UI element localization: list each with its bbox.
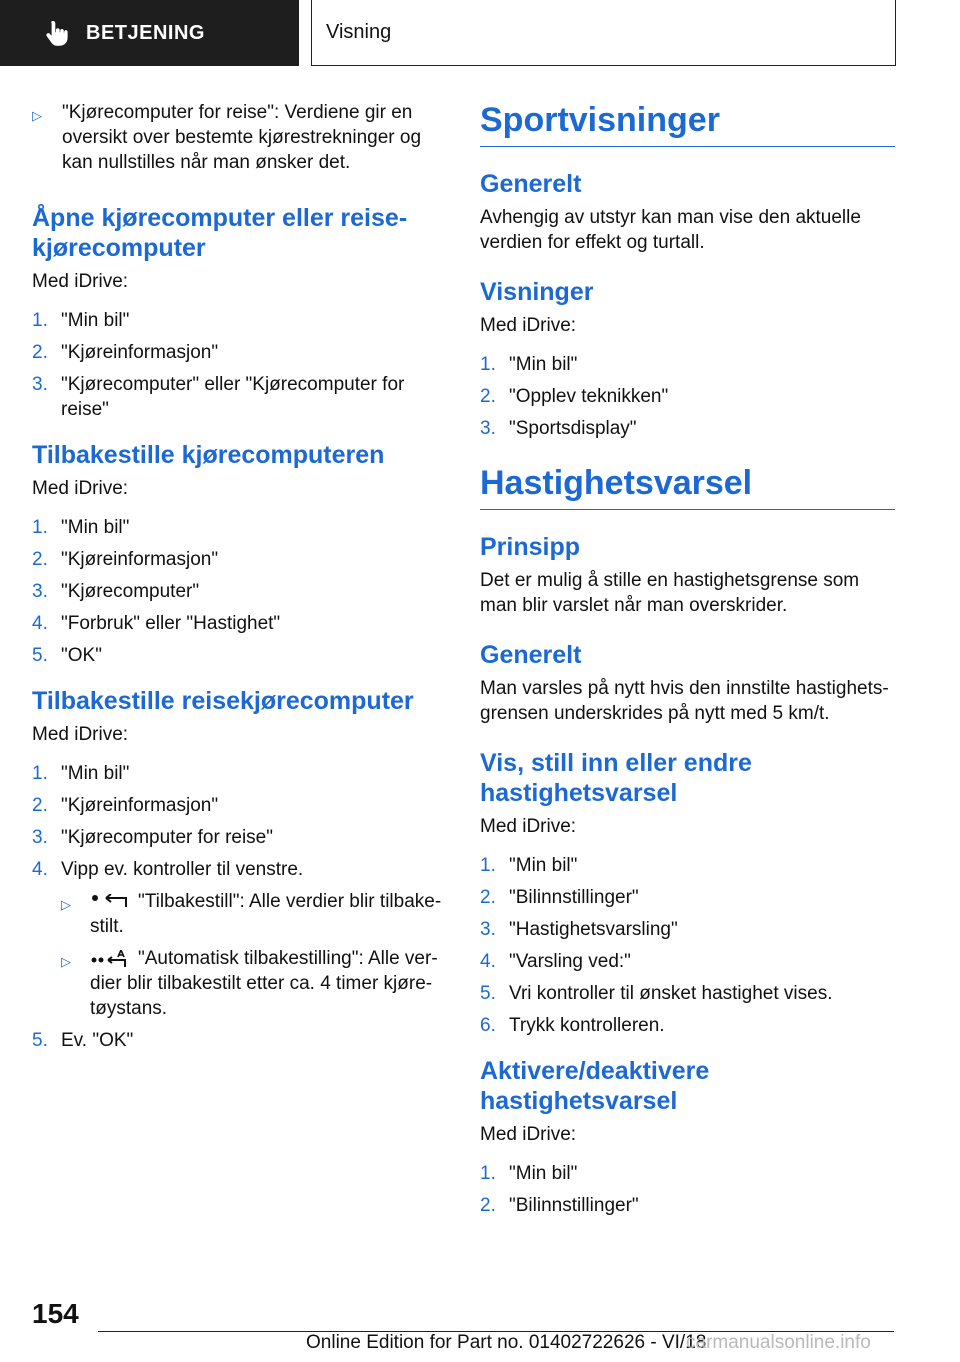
step-item: 5. Vri kontroller til ønsket hastighet vises. [480,983,833,1004]
section-heading: Prinsipp [480,533,581,561]
step-item: 1. "Min bil" [480,354,578,375]
step-item: 3. "Sportsdisplay" [480,418,637,439]
triangle-bullet-icon: ▷ [61,897,71,912]
step-list [480,853,895,1038]
pointing-hand-icon [42,18,72,48]
step-list [32,308,442,422]
sub-item: ▷ "Automatisk tilbakestilling": Alle verdier blir tilbakestilt etter ca. 4 timer kjøretøystans. [61,948,438,1019]
step-item: 3. "Kjørecomputer for reise" [32,827,273,848]
step-item: 2. "Bilinnstillinger" [480,1195,639,1216]
section-heading: Generelt [480,641,582,669]
step-item: 6. Trykk kontrolleren. [480,1015,665,1036]
section-heading: Generelt [480,170,582,198]
step-item: 2. "Bilinnstillinger" [480,887,639,908]
step-item: 1. "Min bil" [480,855,578,876]
intro-item [32,100,442,175]
step-item: 2. "Opplev teknikken" [480,386,669,407]
right-column [480,100,895,1225]
triangle-bullet-icon: ▷ [32,108,42,123]
sub-item: ▷ "Tilbakestill": Alle verdier blir tilbakestilt. [61,891,442,937]
section-heading: Tilbakestille reisekjørecomputer [32,687,414,715]
step-item: 3. "Kjørecomputer" [32,581,200,602]
step-item: 5. "OK" [32,645,102,666]
idrive-lead: Med iDrive: [32,724,129,745]
step-item: 2. "Kjøreinformasjon" [32,795,219,816]
section-heading: Tilbakestille kjørecomputeren [32,441,385,469]
step-item: 1. "Min bil" [480,1163,578,1184]
body-text: Det er mulig å stille en hastighetsgrense som man blir varslet når man overskrider. [480,570,860,616]
idrive-lead: Med iDrive: [32,271,129,292]
step-item: 4. "Varsling ved:" [480,951,631,972]
step-item: 1. "Min bil" [32,517,130,538]
body-text: Man varsles på nytt hvis den innstilte hastighetsgrensen underskrides på nytt med 5 km/t. [480,678,889,724]
step-item: 3. "Kjørecomputer" eller "Kjørecomputer for reise" [32,374,405,420]
idrive-lead: Med iDrive: [480,315,577,336]
step-list [32,515,442,668]
step-item: 1. "Min bil" [32,310,130,331]
intro-text: "Kjørecomputer for reise": Verdiene gir en oversikt over bestemte kjørestrekninger og kan nullstilles når man ønsker det. [62,102,422,173]
step-list [32,761,442,1053]
edition-note: Online Edition for Part no. 01402722626 - VI/18 [306,1332,707,1353]
step-item: 5. Ev. "OK" [32,1030,134,1051]
page-number: 154 [32,1298,79,1329]
step-item: 3. "Hastighetsvarsling" [480,919,678,940]
section-heading: Vis, still inn eller endre hastighetsvarsel [480,749,752,807]
chapter-heading-wrap [480,463,895,510]
chapter-heading-wrap [480,100,895,147]
watermark: carmanualsonline.info [686,1332,871,1353]
step-list [480,352,895,441]
section-tab [0,0,299,66]
reset-dots-arrow-icon [90,894,132,910]
chapter-heading: Hastighetsvarsel [480,464,753,502]
idrive-lead: Med iDrive: [480,816,577,837]
step-item: 2. "Kjøreinformasjon" [32,549,219,570]
section-heading: Aktivere/deaktivere hastighetsvarsel [480,1057,710,1115]
step-list [480,1161,895,1218]
auto-reset-dots-arrow-icon [90,950,132,968]
section-label: BETJENING [86,21,205,44]
step-item: 4. "Forbruk" eller "Hastighet" [32,613,281,634]
chapter-heading: Sportvisninger [480,101,720,139]
step-item: 2. "Kjøreinformasjon" [32,342,219,363]
sub-list [61,889,442,1021]
step-item: 4. Vipp ev. kontroller til venstre. ▷ "Tilbakestill": Alle verdier blir tilbakestilt. ▷ "Automatisk tilbakestilling": Alle verdier blir tilbakestilt etter ca. 4 timer kjøretøystans. [32,859,442,1019]
section-heading: Åpne kjørecomputer eller reisekjørecomputer [32,204,408,262]
left-column [32,100,442,1060]
body-text: Avhengig av utstyr kan man vise den aktuelle verdien for effekt og turtall. [480,207,861,253]
step-item: 1. "Min bil" [32,763,130,784]
triangle-bullet-icon: ▷ [61,954,71,969]
page-header [0,0,960,66]
section-heading: Visninger [480,278,594,306]
topic-title: Visning [311,0,896,66]
idrive-lead: Med iDrive: [32,478,129,499]
idrive-lead: Med iDrive: [480,1124,577,1145]
